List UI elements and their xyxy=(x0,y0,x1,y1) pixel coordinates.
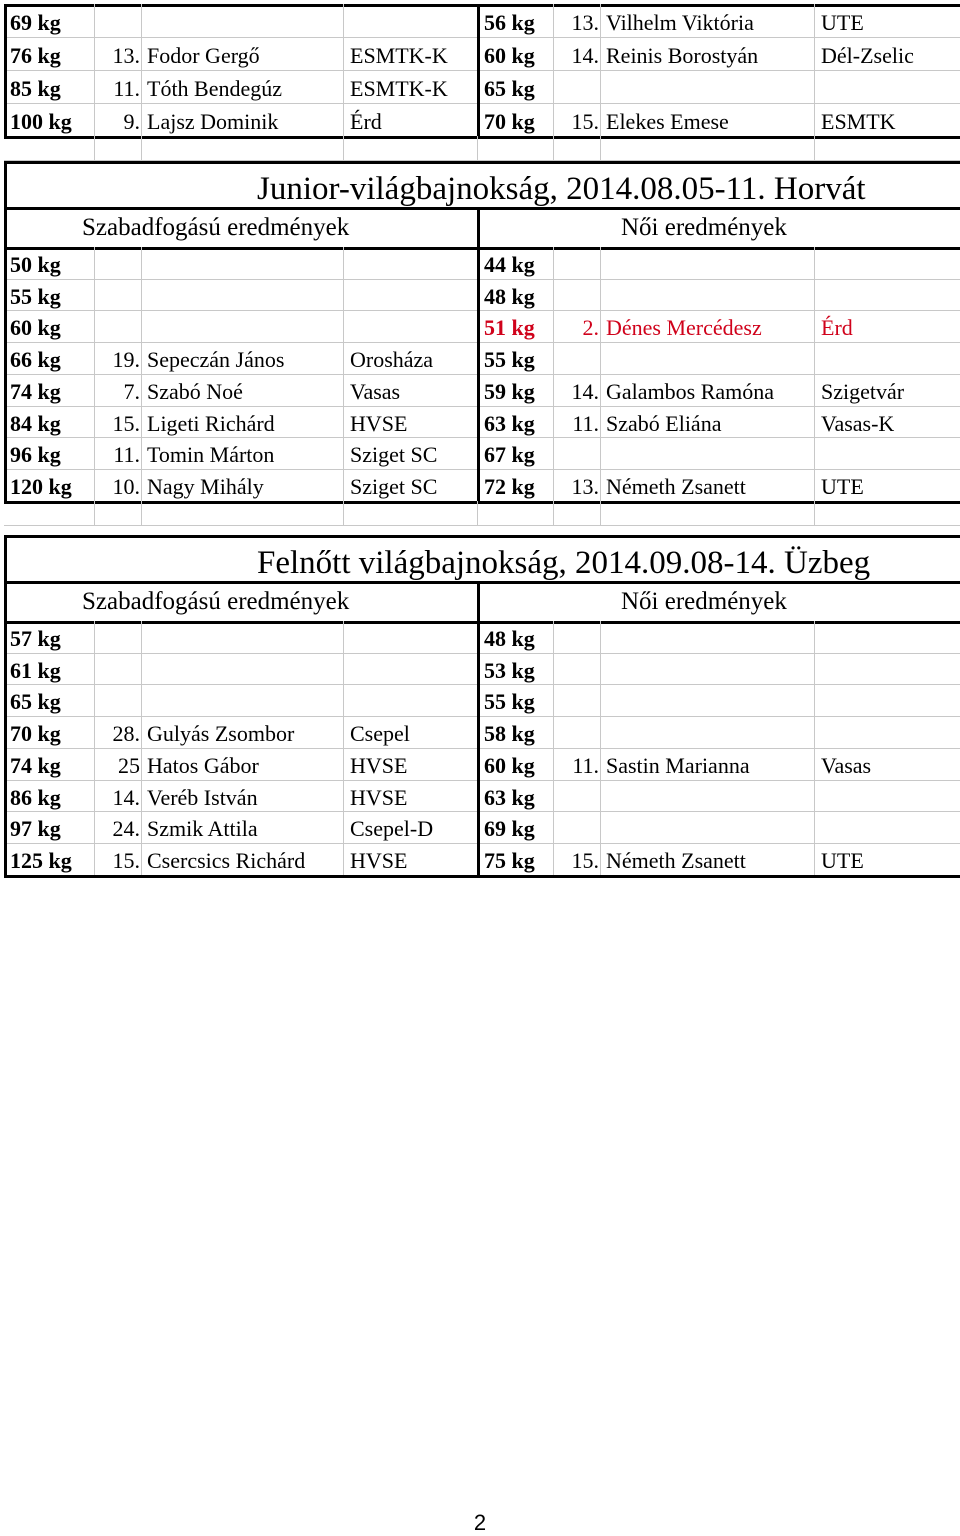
column-divider xyxy=(814,247,815,501)
table-row xyxy=(4,310,960,342)
women-place-cell xyxy=(559,279,599,311)
freestyle-name-cell: Gulyás Zsombor xyxy=(147,721,295,746)
freestyle-place-cell: 7. xyxy=(123,379,140,404)
freestyle-club-cell: ESMTK-K xyxy=(350,76,448,101)
women-weight-cell: 63 kg xyxy=(484,785,535,810)
column-divider xyxy=(553,136,554,160)
women-name-cell xyxy=(606,653,814,685)
women-weight-cell: 72 kg xyxy=(484,474,535,499)
women-weight-cell: 60 kg xyxy=(484,753,535,778)
column-divider xyxy=(141,501,142,525)
women-club-cell: ESMTK xyxy=(821,109,896,134)
women-place-cell: 11. xyxy=(572,753,599,778)
women-weight-cell: 48 kg xyxy=(484,284,535,309)
women-place-cell xyxy=(559,70,599,103)
column-divider xyxy=(94,621,95,875)
freestyle-name-cell xyxy=(147,684,343,716)
freestyle-weight-cell: 85 kg xyxy=(10,76,61,101)
column-divider xyxy=(4,4,7,136)
column-divider xyxy=(343,4,344,136)
freestyle-weight-cell: 60 kg xyxy=(10,315,61,340)
women-weight-cell: 69 kg xyxy=(484,816,535,841)
freestyle-club-cell xyxy=(350,247,476,279)
women-place-cell xyxy=(559,684,599,716)
column-divider xyxy=(553,247,554,501)
freestyle-place-cell: 25 xyxy=(118,753,140,778)
women-weight-cell: 58 kg xyxy=(484,721,535,746)
women-club-cell: UTE xyxy=(821,474,864,499)
women-weight-cell: 75 kg xyxy=(484,848,535,873)
women-club-cell xyxy=(821,621,958,653)
freestyle-place-cell: 28. xyxy=(112,721,140,746)
women-name-cell: Reinis Borostyán xyxy=(606,43,759,68)
women-club-cell xyxy=(821,279,958,311)
column-divider xyxy=(343,136,344,160)
women-place-cell: 14. xyxy=(571,379,599,404)
women-club-cell: Vasas xyxy=(821,753,872,778)
freestyle-place-cell: 15. xyxy=(112,411,140,436)
women-club-cell xyxy=(821,247,958,279)
women-club-cell xyxy=(821,716,958,748)
freestyle-club-cell: Csepel xyxy=(350,721,410,746)
freestyle-place-cell: 11. xyxy=(113,76,140,101)
women-name-cell xyxy=(606,621,814,653)
freestyle-place-cell: 24. xyxy=(112,816,140,841)
women-place-cell xyxy=(559,780,599,812)
women-name-cell xyxy=(606,684,814,716)
column-divider xyxy=(94,247,95,501)
freestyle-club-cell: HVSE xyxy=(350,753,408,778)
women-name-cell xyxy=(606,780,814,812)
women-weight-cell: 55 kg xyxy=(484,689,535,714)
row-divider xyxy=(4,875,960,878)
row-divider xyxy=(4,535,960,538)
row-divider xyxy=(4,207,960,210)
column-divider xyxy=(343,621,344,875)
column-divider xyxy=(814,621,815,875)
women-name-cell xyxy=(606,437,814,469)
women-name-cell: Szabó Eliána xyxy=(606,411,722,436)
women-weight-cell: 48 kg xyxy=(484,626,535,651)
freestyle-place-cell: 19. xyxy=(112,347,140,372)
women-name-cell xyxy=(606,342,814,374)
column-divider xyxy=(600,501,601,525)
table-row xyxy=(4,37,960,70)
women-club-cell xyxy=(821,780,958,812)
women-weight-cell: 56 kg xyxy=(484,10,535,35)
column-divider xyxy=(600,4,601,136)
column-divider xyxy=(141,4,142,136)
table-row xyxy=(4,469,960,501)
table-row xyxy=(4,437,960,469)
women-place-cell: 14. xyxy=(571,43,599,68)
women-club-cell: Vasas-K xyxy=(821,411,895,436)
row-divider xyxy=(4,161,960,164)
women-weight-cell: 51 kg xyxy=(484,315,535,340)
women-name-cell: Elekes Emese xyxy=(606,109,729,134)
freestyle-weight-cell: 65 kg xyxy=(10,689,61,714)
table-row xyxy=(4,748,960,780)
women-place-cell xyxy=(559,811,599,843)
section-title: Felnőtt világbajnokság, 2014.09.08-14. Üzbeg xyxy=(257,545,871,581)
column-divider xyxy=(141,621,142,875)
freestyle-name-cell xyxy=(147,247,343,279)
column-divider xyxy=(94,4,95,136)
women-club-cell: Dél-Zselic xyxy=(821,43,914,68)
freestyle-name-cell: Tóth Bendegúz xyxy=(147,76,283,101)
women-name-cell: Dénes Mercédesz xyxy=(606,315,762,340)
women-place-cell xyxy=(559,342,599,374)
freestyle-club-cell: Sziget SC xyxy=(350,442,438,467)
freestyle-weight-cell: 100 kg xyxy=(10,109,72,134)
freestyle-club-cell xyxy=(350,653,476,685)
freestyle-name-cell: Sepeczán János xyxy=(147,347,285,372)
freestyle-weight-cell: 55 kg xyxy=(10,284,61,309)
women-weight-cell: 67 kg xyxy=(484,442,535,467)
row-divider xyxy=(4,501,960,504)
freestyle-weight-cell: 125 kg xyxy=(10,848,72,873)
women-place-cell: 13. xyxy=(571,10,599,35)
freestyle-name-cell: Veréb István xyxy=(147,785,258,810)
column-divider xyxy=(814,4,815,136)
table-row xyxy=(4,247,960,279)
women-club-cell xyxy=(821,70,958,103)
freestyle-name-cell: Csercsics Richárd xyxy=(147,848,306,873)
freestyle-place-cell: 13. xyxy=(112,43,140,68)
table-row xyxy=(4,4,960,37)
women-header: Női eredmények xyxy=(621,214,787,241)
freestyle-club-cell: Sziget SC xyxy=(350,474,438,499)
column-divider xyxy=(600,136,601,160)
freestyle-weight-cell: 76 kg xyxy=(10,43,61,68)
table-row xyxy=(4,653,960,685)
table-row xyxy=(4,70,960,103)
freestyle-place-cell xyxy=(100,653,140,685)
women-name-cell: Németh Zsanett xyxy=(606,474,746,499)
column-divider xyxy=(141,247,142,501)
women-name-cell xyxy=(606,70,814,103)
freestyle-club-cell xyxy=(350,310,476,342)
freestyle-name-cell: Szmik Attila xyxy=(147,816,258,841)
freestyle-name-cell xyxy=(147,621,343,653)
women-header: Női eredmények xyxy=(621,588,787,615)
freestyle-club-cell: HVSE xyxy=(350,848,408,873)
row-divider xyxy=(4,525,960,526)
women-weight-cell: 59 kg xyxy=(484,379,535,404)
freestyle-weight-cell: 120 kg xyxy=(10,474,72,499)
column-divider xyxy=(477,581,480,875)
freestyle-club-cell: Orosháza xyxy=(350,347,434,372)
freestyle-weight-cell: 57 kg xyxy=(10,626,61,651)
women-weight-cell: 65 kg xyxy=(484,76,535,101)
table-row xyxy=(4,279,960,311)
column-divider xyxy=(553,501,554,525)
women-club-cell xyxy=(821,342,958,374)
column-divider xyxy=(343,247,344,501)
table-row xyxy=(4,716,960,748)
table-row xyxy=(4,811,960,843)
freestyle-place-cell xyxy=(100,279,140,311)
freestyle-weight-cell: 86 kg xyxy=(10,785,61,810)
column-divider xyxy=(477,207,480,501)
freestyle-weight-cell: 97 kg xyxy=(10,816,61,841)
women-name-cell xyxy=(606,279,814,311)
women-name-cell: Németh Zsanett xyxy=(606,848,746,873)
women-club-cell xyxy=(821,811,958,843)
women-place-cell xyxy=(559,247,599,279)
women-place-cell xyxy=(559,437,599,469)
column-divider xyxy=(477,501,478,525)
freestyle-header: Szabadfogású eredmények xyxy=(82,214,350,241)
women-place-cell: 13. xyxy=(571,474,599,499)
women-place-cell xyxy=(559,653,599,685)
freestyle-club-cell: Érd xyxy=(350,109,382,134)
women-club-cell xyxy=(821,653,958,685)
women-name-cell: Vilhelm Viktória xyxy=(606,10,754,35)
women-club-cell xyxy=(821,684,958,716)
section-title: Junior-világbajnokság, 2014.08.05-11. Horvát xyxy=(257,171,866,207)
page-number: 2 xyxy=(473,1510,487,1535)
women-club-cell: UTE xyxy=(821,848,864,873)
column-divider xyxy=(343,501,344,525)
table-row xyxy=(4,621,960,653)
women-place-cell xyxy=(559,716,599,748)
freestyle-name-cell: Nagy Mihály xyxy=(147,474,264,499)
column-divider xyxy=(814,501,815,525)
freestyle-place-cell xyxy=(100,4,140,37)
freestyle-place-cell xyxy=(100,621,140,653)
freestyle-name-cell xyxy=(147,4,343,37)
women-club-cell xyxy=(821,437,958,469)
freestyle-place-cell: 15. xyxy=(112,848,140,873)
table-row xyxy=(4,843,960,875)
column-divider xyxy=(4,161,7,501)
freestyle-club-cell xyxy=(350,684,476,716)
table-row xyxy=(4,374,960,406)
freestyle-club-cell: Csepel-D xyxy=(350,816,434,841)
women-place-cell: 15. xyxy=(571,848,599,873)
freestyle-name-cell xyxy=(147,279,343,311)
women-club-cell: UTE xyxy=(821,10,864,35)
freestyle-name-cell: Fodor Gergő xyxy=(147,43,260,68)
women-place-cell: 11. xyxy=(572,411,599,436)
freestyle-name-cell: Szabó Noé xyxy=(147,379,243,404)
freestyle-weight-cell: 61 kg xyxy=(10,658,61,683)
freestyle-header: Szabadfogású eredmények xyxy=(82,588,350,615)
women-name-cell xyxy=(606,811,814,843)
freestyle-name-cell: Hatos Gábor xyxy=(147,753,259,778)
freestyle-club-cell: Vasas xyxy=(350,379,401,404)
freestyle-weight-cell: 84 kg xyxy=(10,411,61,436)
women-place-cell: 15. xyxy=(571,109,599,134)
women-weight-cell: 44 kg xyxy=(484,252,535,277)
women-weight-cell: 55 kg xyxy=(484,347,535,372)
column-divider xyxy=(94,501,95,525)
freestyle-club-cell: HVSE xyxy=(350,411,408,436)
column-divider xyxy=(141,136,142,160)
women-name-cell: Galambos Ramóna xyxy=(606,379,775,404)
table-row xyxy=(4,780,960,812)
women-name-cell: Sastin Marianna xyxy=(606,753,750,778)
freestyle-weight-cell: 74 kg xyxy=(10,379,61,404)
row-divider xyxy=(4,136,960,139)
freestyle-name-cell: Lajsz Dominik xyxy=(147,109,279,134)
freestyle-place-cell xyxy=(100,310,140,342)
table-row xyxy=(4,684,960,716)
women-weight-cell: 70 kg xyxy=(484,109,535,134)
freestyle-weight-cell: 74 kg xyxy=(10,753,61,778)
freestyle-club-cell: HVSE xyxy=(350,785,408,810)
table-row xyxy=(4,342,960,374)
column-divider xyxy=(94,136,95,160)
freestyle-weight-cell: 96 kg xyxy=(10,442,61,467)
column-divider xyxy=(553,4,554,136)
column-divider xyxy=(600,247,601,501)
freestyle-club-cell xyxy=(350,621,476,653)
freestyle-place-cell xyxy=(100,247,140,279)
women-weight-cell: 63 kg xyxy=(484,411,535,436)
freestyle-club-cell: ESMTK-K xyxy=(350,43,448,68)
column-divider xyxy=(4,535,7,875)
freestyle-weight-cell: 70 kg xyxy=(10,721,61,746)
women-place-cell: 2. xyxy=(582,315,599,340)
freestyle-name-cell: Ligeti Richárd xyxy=(147,411,275,436)
freestyle-name-cell xyxy=(147,310,343,342)
women-place-cell xyxy=(559,621,599,653)
freestyle-name-cell xyxy=(147,653,343,685)
freestyle-place-cell: 11. xyxy=(113,442,140,467)
freestyle-place-cell: 14. xyxy=(112,785,140,810)
freestyle-weight-cell: 50 kg xyxy=(10,252,61,277)
column-divider xyxy=(600,621,601,875)
column-divider xyxy=(814,136,815,160)
column-divider xyxy=(553,621,554,875)
women-weight-cell: 53 kg xyxy=(484,658,535,683)
freestyle-club-cell xyxy=(350,4,476,37)
freestyle-place-cell xyxy=(100,684,140,716)
table-row xyxy=(4,406,960,438)
freestyle-club-cell xyxy=(350,279,476,311)
column-divider xyxy=(477,4,480,136)
women-name-cell xyxy=(606,716,814,748)
women-club-cell: Szigetvár xyxy=(821,379,905,404)
freestyle-place-cell: 9. xyxy=(123,109,140,134)
freestyle-weight-cell: 69 kg xyxy=(10,10,61,35)
women-weight-cell: 60 kg xyxy=(484,43,535,68)
column-divider xyxy=(477,136,478,160)
women-name-cell xyxy=(606,247,814,279)
freestyle-name-cell: Tomin Márton xyxy=(147,442,275,467)
table-row xyxy=(4,103,960,136)
women-club-cell: Érd xyxy=(821,315,853,340)
freestyle-place-cell: 10. xyxy=(112,474,140,499)
freestyle-weight-cell: 66 kg xyxy=(10,347,61,372)
row-divider xyxy=(4,581,960,584)
